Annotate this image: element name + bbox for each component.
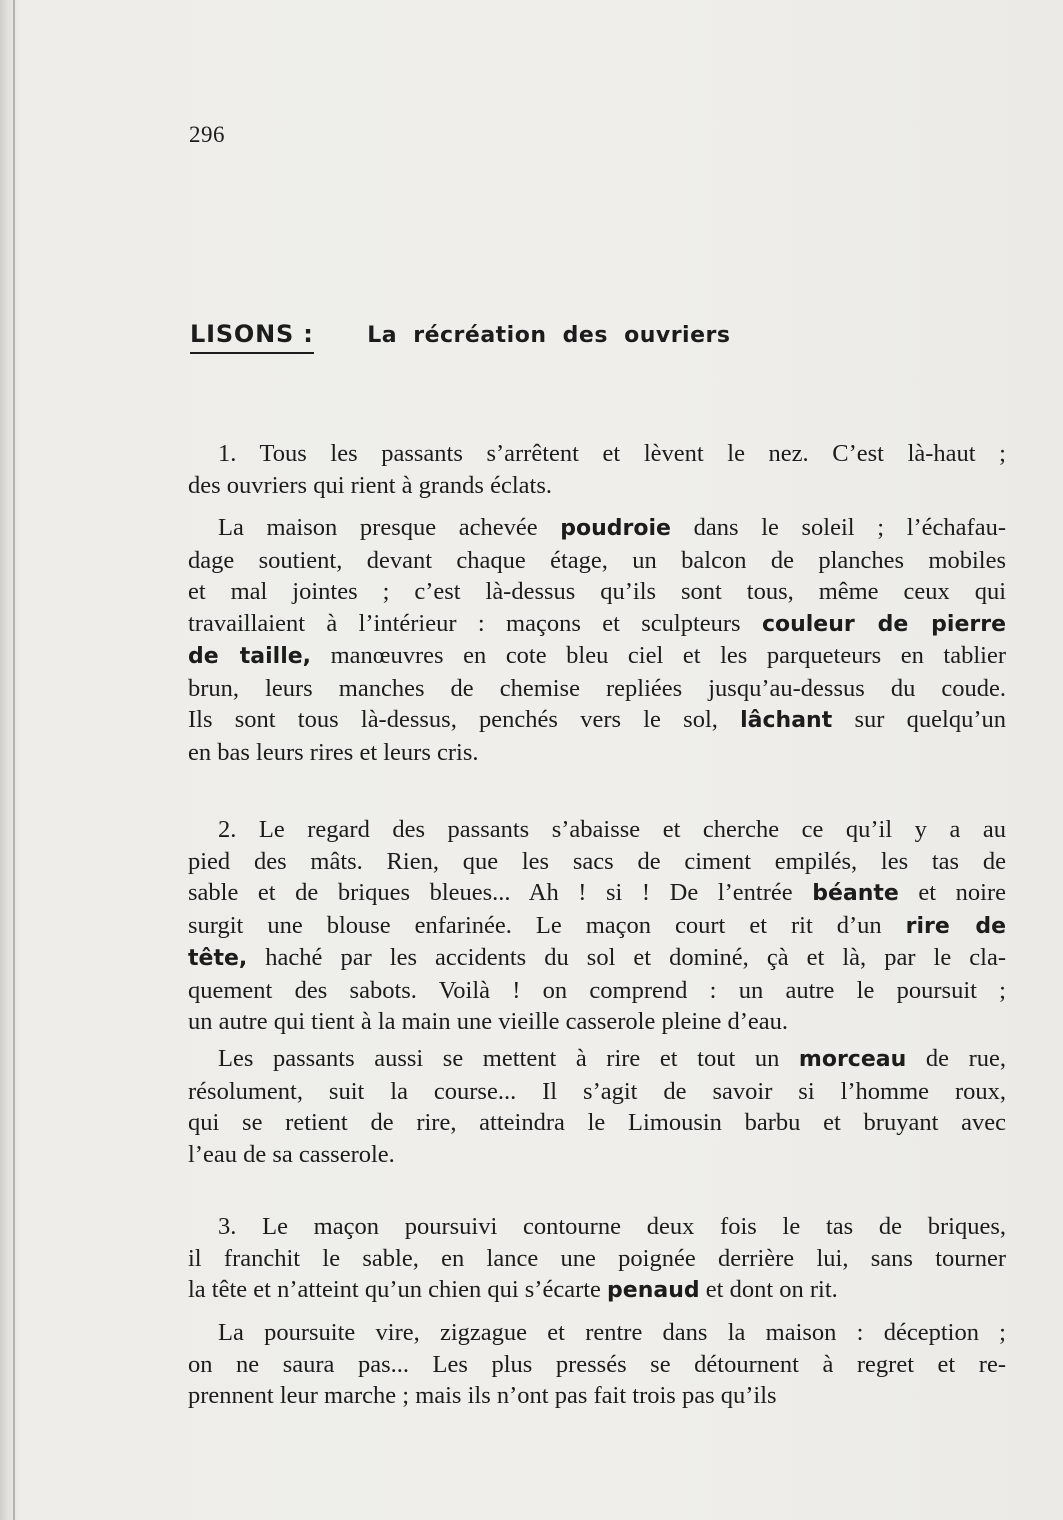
text-run: brun, leurs manches de chemise repliées jusqu’au-dessus du coude.	[188, 674, 1006, 702]
text-line	[188, 942, 1006, 975]
text-run: 3. Le maçon poursuivi contourne deux fois le tas de briques,	[218, 1213, 1006, 1240]
vocabulary-word: poudroie	[560, 516, 671, 541]
text-line	[188, 846, 1006, 878]
text-line	[188, 545, 1006, 577]
vocabulary-word: morceau	[798, 1047, 907, 1072]
text-run: haché par les accidents du sol et dominé, çà et là, par le cla-	[247, 944, 1006, 971]
text-line	[188, 1243, 1006, 1275]
text-line	[188, 673, 1006, 705]
text-run: 1. Tous les passants s’arrêtent et lèvent le nez. C’est là-haut ;	[218, 440, 1006, 467]
paragraph-2	[188, 512, 1006, 768]
text-line	[188, 910, 1006, 943]
text-line	[188, 576, 1006, 608]
text-run: dans le soleil ; l’échafau-	[670, 514, 1006, 541]
text-line	[188, 1211, 1006, 1243]
text-run: Ils sont tous là-dessus, penchés vers le sol,	[188, 706, 741, 733]
paragraph-3	[188, 814, 1006, 1038]
text-run: Les passants aussi se mettent à rire et tout un	[218, 1045, 799, 1072]
text-run: pied des mâts. Rien, que les sacs de ciment empilés, les tas de	[188, 847, 1006, 875]
text-line	[188, 1349, 1006, 1381]
text-run: prennent leur marche ; mais ils n’ont pas fait trois pas qu’ils	[188, 1382, 777, 1409]
text-run: 2. Le regard des passants s’abaisse et cherche ce qu’il y a au	[218, 816, 1006, 843]
text-line	[188, 470, 1006, 502]
text-line	[188, 1317, 1006, 1349]
heading-title: La récréation des ouvriers	[367, 323, 731, 348]
text-run: sur quelqu’un	[832, 706, 1006, 733]
paragraph-5	[188, 1211, 1006, 1307]
paragraph-6	[188, 1317, 1006, 1412]
page-binding-edge	[13, 0, 15, 1520]
paragraph-1	[188, 438, 1006, 501]
text-line	[188, 737, 1006, 769]
vocabulary-word: penaud	[607, 1278, 700, 1303]
text-run: sable et de briques bleues... Ah ! si ! De l’entrée	[188, 879, 813, 906]
text-line	[188, 704, 1006, 737]
text-run: et dont on rit.	[699, 1276, 838, 1303]
text-run: travaillaient à l’intérieur : maçons et sculpteurs	[188, 609, 762, 637]
vocabulary-word: couleur de pierre	[761, 611, 1006, 637]
text-run: des ouvriers qui rient à grands éclats.	[188, 471, 552, 499]
paragraph-4	[188, 1043, 1006, 1170]
vocabulary-word: béante	[812, 881, 899, 906]
text-run: on ne saura pas... Les plus pressés se détournent à regret et re-	[188, 1350, 1006, 1378]
text-run: de rue,	[906, 1045, 1006, 1072]
text-line	[188, 640, 1006, 673]
text-line	[188, 1107, 1006, 1139]
text-run: résolument, suit la course... Il s’agit de savoir si l’homme roux,	[188, 1077, 1006, 1105]
text-run: un autre qui tient à la main une vieille casserole pleine d’eau.	[188, 1008, 789, 1035]
text-line	[188, 1274, 1006, 1307]
text-line	[188, 438, 1006, 470]
text-line	[188, 1043, 1006, 1076]
text-run: en bas leurs rires et leurs cris.	[188, 738, 479, 766]
vocabulary-word: tête,	[188, 946, 248, 971]
text-run: quement des sabots. Voilà ! on comprend : un autre le poursuit ;	[188, 976, 1006, 1004]
text-run: et noire	[898, 879, 1007, 906]
text-run: surgit une blouse enfarinée. Le maçon court et rit d’un	[188, 911, 906, 939]
text-run: manœuvres en cote bleu ciel et les parqueteurs en tablier	[311, 642, 1007, 669]
text-run: La maison presque achevée	[218, 514, 561, 541]
text-line	[188, 608, 1006, 641]
text-run: La poursuite vire, zigzague et rentre dans la maison : déception ;	[218, 1319, 1006, 1346]
text-line	[188, 1076, 1006, 1108]
text-line	[188, 814, 1006, 846]
section-heading	[190, 320, 890, 354]
text-line	[188, 512, 1006, 545]
vocabulary-word: lâchant	[740, 708, 833, 733]
text-line	[188, 1380, 1006, 1412]
text-run: l’eau de sa casserole.	[188, 1140, 395, 1168]
page-number: 296	[189, 122, 225, 147]
vocabulary-word: de taille,	[188, 644, 312, 669]
text-run: dage soutient, devant chaque étage, un balcon de planches mobiles	[188, 546, 1006, 574]
text-run: la tête et n’atteint qu’un chien qui s’écarte	[188, 1276, 608, 1303]
text-run: et mal jointes ; c’est là-dessus qu’ils sont tous, même ceux qui	[188, 578, 1006, 605]
vocabulary-word: rire de	[905, 913, 1006, 939]
text-run: il franchit le sable, en lance une poignée derrière lui, sans tourner	[188, 1244, 1006, 1272]
text-line	[188, 877, 1006, 910]
text-line	[188, 1006, 1006, 1038]
heading-label: LISONS :	[190, 320, 314, 354]
text-line	[188, 975, 1006, 1007]
text-line	[188, 1139, 1006, 1171]
text-run: qui se retient de rire, atteindra le Limousin barbu et bruyant avec	[188, 1109, 1006, 1136]
